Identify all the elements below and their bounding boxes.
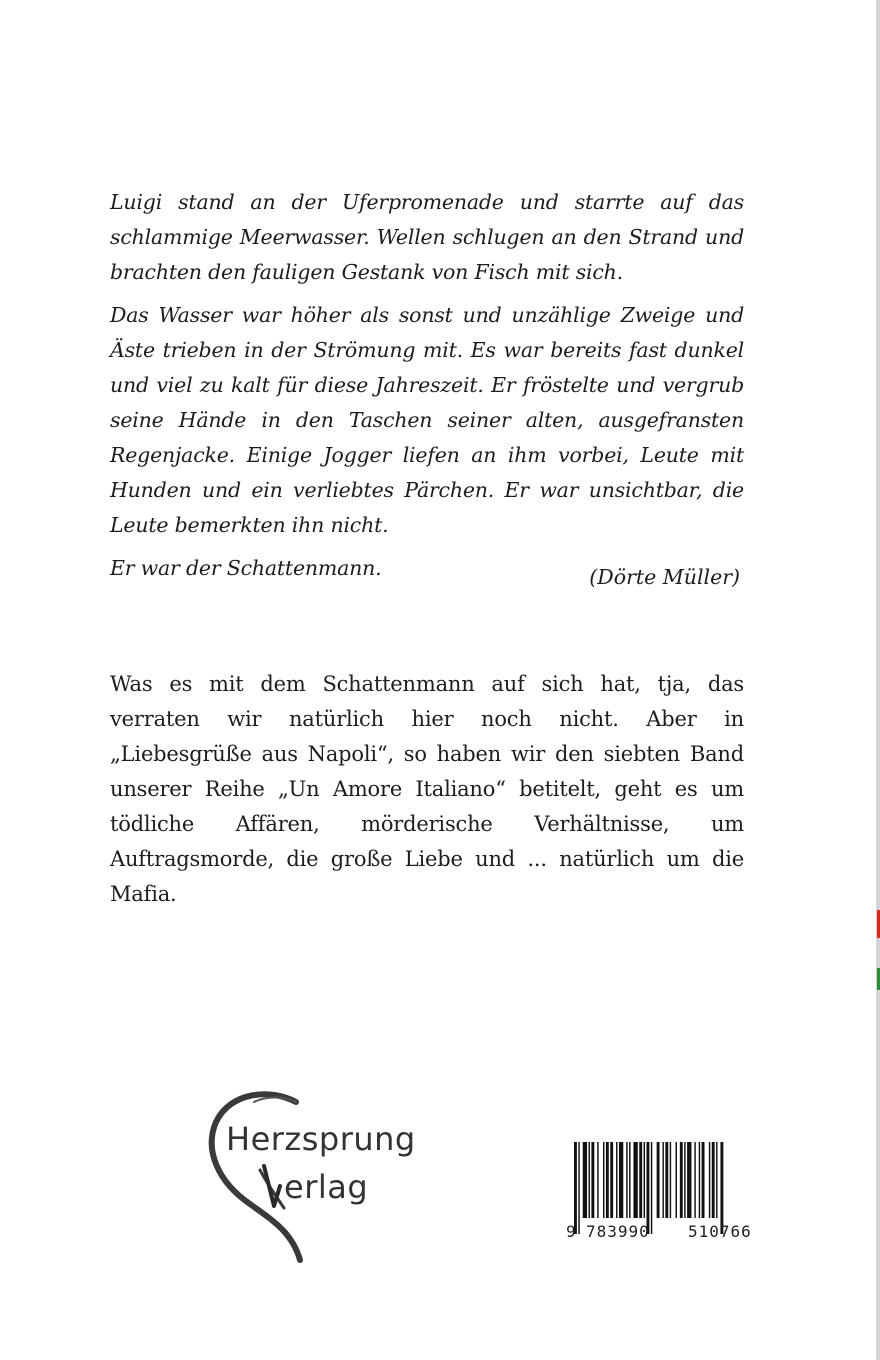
barcode-bar: [626, 1142, 627, 1218]
barcode-bar: [684, 1142, 685, 1218]
barcode-bar: [651, 1142, 652, 1234]
barcode-bar: [647, 1142, 650, 1234]
barcode-bar: [619, 1142, 623, 1218]
barcode-bar: [720, 1142, 723, 1234]
barcode-bar: [583, 1142, 587, 1218]
barcode-bar: [680, 1142, 683, 1218]
barcode-bar: [578, 1142, 579, 1234]
page-edge: [876, 0, 880, 1360]
barcode-bar: [639, 1142, 642, 1218]
excerpt-paragraph: Das Wasser war höher als sonst und unzählige Zweige und Äste trieben in der Strömung mit. Es war bereits fast dunkel und viel zu kalt für diese Jahreszeit. Er fröstelte und vergrub seine Hände in den Taschen seiner alten, ausgefransten Regenjacke. Einige Jogger liefen an ihm vorbei, Leute mit Hunden und ein verliebtes Pärchen. Er war unsichtbar, die Leute bemerkten ihn nicht.: [110, 303, 744, 537]
barcode-bar: [702, 1142, 705, 1218]
barcode-bar: [662, 1142, 663, 1218]
barcode-bar: [712, 1142, 715, 1218]
barcode-bar: [670, 1142, 671, 1218]
barcode-bar: [644, 1142, 645, 1218]
barcode-bar: [606, 1142, 609, 1218]
barcode-bar: [687, 1142, 691, 1218]
barcode-bar: [694, 1142, 695, 1218]
barcode-bar: [676, 1142, 677, 1218]
barcode-bar: [589, 1142, 590, 1218]
barcode-bar: [699, 1142, 700, 1218]
excerpt-paragraph: Luigi stand an der Uferpromenade und starrte auf das schlammige Meerwasser. Wellen schlugen an den Strand und brachten den fauligen Gestank von Fisch mit sich.: [110, 190, 744, 284]
barcode-bar: [657, 1142, 660, 1218]
publisher-name-line2: erlag: [284, 1168, 369, 1206]
isbn-left-group: 783990: [586, 1222, 650, 1241]
book-blurb: Was es mit dem Schattenmann auf sich hat, tja, das verraten wir natürlich hier noch nicht. Aber in „Liebesgrüße aus Napoli“, so haben wir den siebten Band unserer Reihe „Un Amore Italiano“ betitelt, geht es um tödliche Affären, mörderische Verhältnisse, um Auftragsmorde, die große Liebe und ... natürlich um die Mafia.: [110, 672, 744, 906]
barcode-bar: [591, 1142, 594, 1218]
publisher-name-line1: Herzsprung: [226, 1120, 416, 1158]
publisher-logo: [200, 1082, 450, 1272]
barcode-bar: [603, 1142, 604, 1218]
barcode-bar: [709, 1142, 710, 1218]
isbn-barcode: [566, 1142, 776, 1246]
barcode-bar: [716, 1142, 717, 1218]
barcode-bar: [633, 1142, 637, 1218]
barcode-bar: [629, 1142, 630, 1218]
isbn-right-group: 510766: [688, 1222, 752, 1241]
barcode-bar: [616, 1142, 617, 1218]
excerpt-paragraph: Er war der Schattenmann.: [110, 556, 382, 580]
barcode-bar: [597, 1142, 598, 1218]
barcode-bar: [574, 1142, 577, 1234]
book-excerpt: [110, 185, 744, 594]
barcode-bar: [610, 1142, 613, 1218]
excerpt-author: (Dörte Müller): [589, 565, 740, 589]
barcode-bar: [665, 1142, 668, 1218]
isbn-lead-digit: 9: [566, 1222, 576, 1241]
